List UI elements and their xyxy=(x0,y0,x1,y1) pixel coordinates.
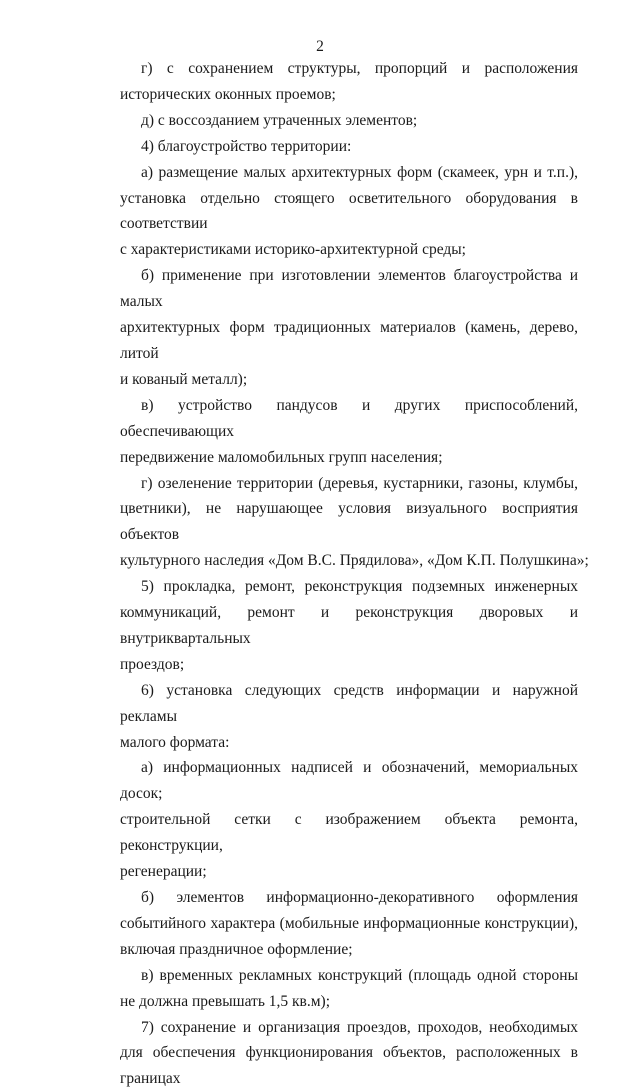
paragraph xyxy=(120,963,578,1015)
text-line: 4) благоустройство территории: xyxy=(141,137,352,155)
text-line: для обеспечения функционирования объектов, расположенных в границах xyxy=(120,1044,578,1088)
text-line: проездов; xyxy=(120,655,185,673)
paragraph xyxy=(120,56,578,108)
text-line: коммуникаций, ремонт и реконструкция дворовых и внутриквартальных xyxy=(120,604,578,647)
text-line: б) применение при изготовлении элементов благоустройства и малых xyxy=(120,267,578,311)
page-number: 2 xyxy=(316,38,324,55)
text-line: малого формата: xyxy=(120,733,230,751)
paragraph xyxy=(120,574,578,678)
text-line: передвижение маломобильных групп населения; xyxy=(120,448,443,466)
text-line: 5) прокладка, ремонт, реконструкция подземных инженерных xyxy=(141,578,578,596)
text-line: б) элементов информационно-декоративного оформления xyxy=(141,889,578,906)
text-line: 7) сохранение и организация проездов, проходов, необходимых xyxy=(141,1018,578,1036)
document-body xyxy=(120,56,589,1092)
paragraph xyxy=(120,885,578,963)
text-line: не должна превышать 1,5 кв.м); xyxy=(120,992,331,1010)
text-line: исторических оконных проемов; xyxy=(120,85,336,103)
text-line: в) устройство пандусов и других приспособлений, обеспечивающих xyxy=(120,396,578,440)
text-line: установка отдельно стоящего осветительного оборудования в соответствии xyxy=(120,189,578,233)
paragraph xyxy=(120,755,578,885)
text-line: в) временных рекламных конструкций (площадь одной стороны xyxy=(141,966,578,984)
text-line: а) размещение малых архитектурных форм (скамеек, урн и т.п.), xyxy=(141,163,578,181)
text-line: культурного наследия «Дом В.С. Прядилова», «Дом К.П. Полушкина»; xyxy=(120,552,589,570)
text-line: 6) установка следующих средств информации и наружной рекламы xyxy=(120,681,578,725)
text-line: г) с сохранением структуры, пропорций и расположения xyxy=(141,60,578,77)
paragraph xyxy=(120,1015,578,1092)
text-line: регенерации; xyxy=(120,863,207,881)
paragraph xyxy=(120,134,578,160)
paragraph xyxy=(120,160,578,264)
paragraph xyxy=(120,393,578,471)
paragraph xyxy=(120,263,578,393)
text-line: архитектурных форм традиционных материалов (камень, дерево, литой xyxy=(120,319,578,362)
text-line: включая праздничное оформление; xyxy=(120,940,353,958)
text-line: и кованый металл); xyxy=(120,370,248,388)
text-line: г) озеленение территории (деревья, кустарники, газоны, клумбы, xyxy=(141,474,578,492)
text-line: а) информационных надписей и обозначений, мемориальных досок; xyxy=(120,759,578,803)
text-line: событийного характера (мобильные информационные конструкции), xyxy=(120,914,578,932)
text-line: д) с воссозданием утраченных элементов; xyxy=(141,111,418,129)
paragraph xyxy=(120,471,589,575)
paragraph xyxy=(120,108,578,134)
text-line: цветники), не нарушающее условия визуального восприятия объектов xyxy=(120,500,578,544)
text-line: строительной сетки с изображением объекта ремонта, реконструкции, xyxy=(120,811,578,855)
paragraph xyxy=(120,678,578,756)
text-line: с характеристиками историко-архитектурной среды; xyxy=(120,241,466,259)
